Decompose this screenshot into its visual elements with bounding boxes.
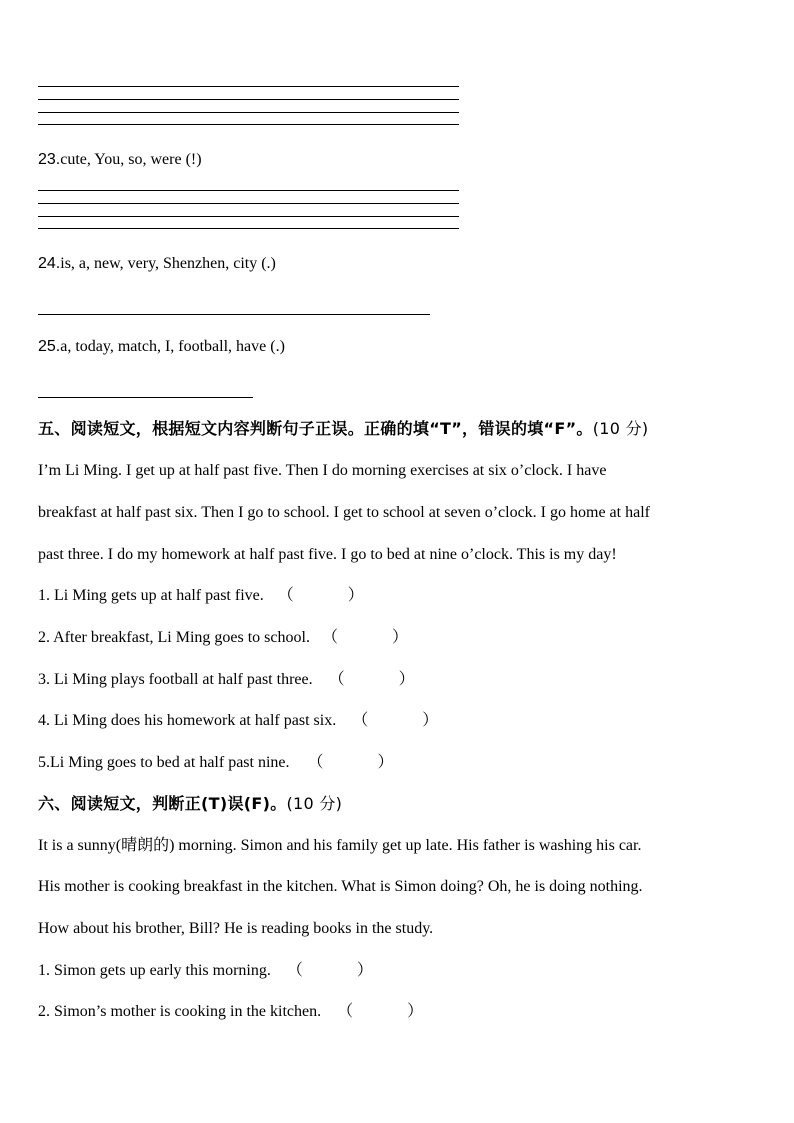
section-6-title — [38, 794, 342, 814]
answer-blank[interactable] — [352, 712, 438, 729]
writing-line — [38, 112, 459, 113]
paren-close: ） — [391, 629, 408, 646]
answer-blank[interactable] — [329, 671, 415, 688]
paren-close: ） — [422, 712, 439, 729]
item-text: is, a, new, very, Shenzhen, city (.) — [60, 255, 276, 272]
question-item — [38, 711, 438, 731]
writing-line — [38, 99, 459, 100]
passage-line: It is a sunny(晴朗的) morning. Simon and his family get up late. His father is washing his car. — [38, 837, 642, 854]
paren-close: ） — [398, 671, 415, 688]
paren-close: ） — [377, 754, 394, 771]
paren-close: ） — [347, 587, 364, 604]
passage-line: How about his brother, Bill? He is reading books in the study. — [38, 920, 434, 937]
answer-line — [38, 397, 253, 398]
question-text: 1. Simon gets up early this morning. — [38, 962, 271, 979]
answer-blank[interactable] — [322, 629, 408, 646]
question-item — [38, 670, 415, 690]
question-text: 5.Li Ming goes to bed at half past nine. — [38, 754, 290, 771]
paren-open: （ — [321, 629, 338, 646]
item-text: cute, You, so, were (!) — [60, 151, 202, 168]
item-text: a, today, match, I, football, have (.) — [60, 338, 285, 355]
question-text: 2. After breakfast, Li Ming goes to school. — [38, 629, 310, 646]
answer-line — [38, 314, 430, 315]
answer-blank[interactable] — [337, 1003, 423, 1020]
paren-open: （ — [337, 1003, 354, 1020]
section-score: (10 分) — [592, 419, 649, 438]
paren-open: （ — [307, 754, 324, 771]
paren-open: （ — [328, 671, 345, 688]
question-text: 1. Li Ming gets up at half past five. — [38, 587, 264, 604]
question-item — [38, 961, 373, 981]
passage-line: breakfast at half past six. Then I go to school. I get to school at seven o’clock. I go home at half — [38, 504, 650, 521]
paren-open: （ — [286, 962, 303, 979]
question-item — [38, 586, 364, 606]
section-score: (10 分) — [286, 794, 343, 813]
item-number: 24. — [38, 255, 61, 272]
writing-line — [38, 228, 459, 229]
question-item — [38, 628, 408, 648]
section-title-text: 六、阅读短文，判断正(T)误(F)。 — [38, 794, 287, 813]
passage-line: past three. I do my homework at half past five. I go to bed at nine o’clock. This is my day! — [38, 546, 617, 563]
answer-blank[interactable] — [308, 754, 394, 771]
question-text: 2. Simon’s mother is cooking in the kitchen. — [38, 1003, 322, 1020]
question-item — [38, 1002, 423, 1022]
question-item — [38, 753, 394, 773]
item-number: 25. — [38, 338, 61, 355]
writing-line — [38, 86, 459, 87]
paren-close: ） — [356, 962, 373, 979]
writing-line — [38, 190, 459, 191]
rewrite-item-24 — [38, 254, 276, 274]
paren-close: ） — [407, 1003, 424, 1020]
answer-blank[interactable] — [287, 962, 373, 979]
section-5-title — [38, 419, 648, 439]
paren-open: （ — [352, 712, 369, 729]
writing-line — [38, 124, 459, 125]
writing-line — [38, 203, 459, 204]
answer-blank[interactable] — [278, 587, 364, 604]
item-number: 23. — [38, 151, 61, 168]
question-text: 4. Li Ming does his homework at half past six. — [38, 712, 337, 729]
rewrite-item-25 — [38, 337, 285, 357]
paren-open: （ — [277, 587, 294, 604]
passage-line: I’m Li Ming. I get up at half past five. Then I do morning exercises at six o’clock. I have — [38, 462, 607, 479]
passage-line: His mother is cooking breakfast in the kitchen. What is Simon doing? Oh, he is doing nothing. — [38, 878, 643, 895]
section-title-text: 五、阅读短文，根据短文内容判断句子正误。正确的填“T”，错误的填“F”。 — [38, 419, 593, 438]
rewrite-item-23 — [38, 150, 202, 170]
writing-line — [38, 216, 459, 217]
question-text: 3. Li Ming plays football at half past three. — [38, 671, 313, 688]
